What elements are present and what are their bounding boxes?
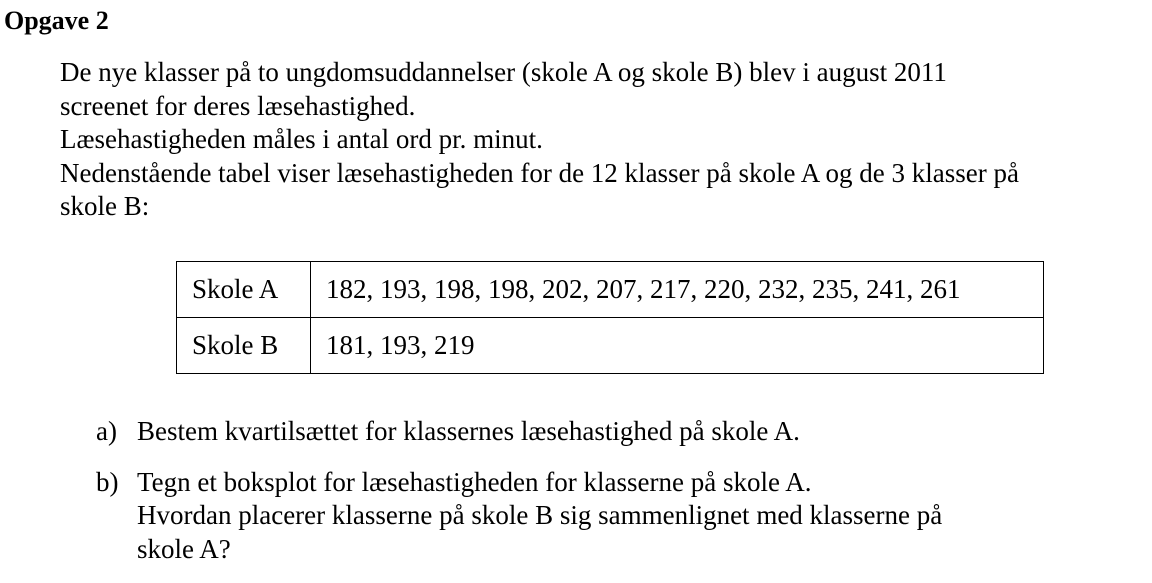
intro-line: skole B: bbox=[60, 191, 150, 221]
reading-speed-table bbox=[176, 261, 1044, 374]
table-row-school-a bbox=[177, 262, 1044, 318]
intro-line: De nye klasser på to ungdomsuddannelser (skole A og skole B) blev i august 2011 bbox=[60, 57, 947, 87]
question-text bbox=[137, 466, 1136, 567]
question-line: Bestem kvartilsættet for klassernes læsehastighed på skole A. bbox=[137, 416, 800, 446]
row-values: 181, 193, 219 bbox=[311, 318, 1044, 374]
row-label: Skole B bbox=[177, 318, 311, 374]
intro-line: screenet for deres læsehastighed. bbox=[60, 90, 416, 121]
question-letter: a) bbox=[96, 416, 117, 446]
question-line: Tegn et boksplot for læsehastigheden for klasserne på skole A. bbox=[137, 466, 812, 497]
question-line: Hvordan placerer klasserne på skole B sig sammenlignet med klasserne på bbox=[137, 500, 943, 530]
question-b bbox=[96, 466, 1136, 567]
question-text bbox=[137, 415, 1136, 449]
intro-line: Læsehastigheden måles i antal ord pr. minut. bbox=[60, 124, 543, 154]
row-label: Skole A bbox=[177, 262, 311, 318]
question-a bbox=[96, 415, 1136, 449]
intro-line: Nedenstående tabel viser læsehastigheden for de 12 klasser på skole A og de 3 klasser på bbox=[60, 157, 1019, 188]
row-values: 182, 193, 198, 198, 202, 207, 217, 220, 232, 235, 241, 261 bbox=[311, 262, 1044, 318]
exercise-heading: Opgave 2 bbox=[4, 6, 109, 35]
question-list bbox=[96, 415, 1136, 583]
table-row-school-b bbox=[177, 318, 1044, 374]
intro-text bbox=[60, 56, 1145, 224]
question-letter: b) bbox=[96, 466, 119, 497]
question-line: skole A? bbox=[137, 533, 231, 564]
